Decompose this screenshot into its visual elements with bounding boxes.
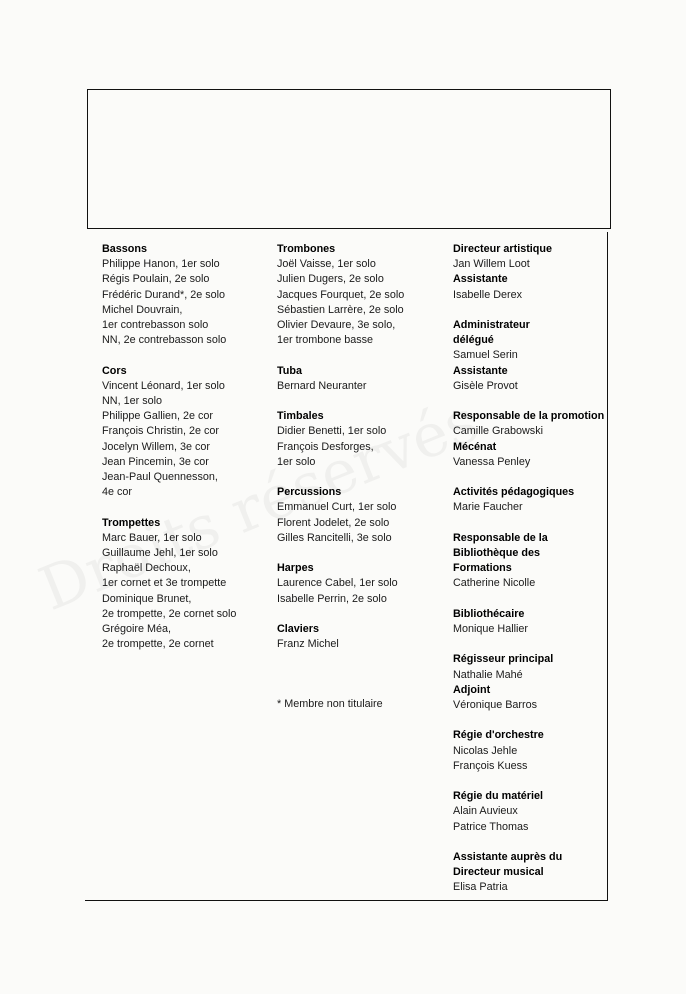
section-heading: Activités pédagogiques — [453, 486, 575, 499]
empty-header-box — [87, 89, 611, 229]
staff-name: Philippe Gallien, 2e cor — [102, 410, 214, 423]
section-heading: Régie d'orchestre — [453, 729, 544, 742]
staff-name: NN, 2e contrebasson solo — [102, 334, 227, 347]
section-heading: Responsable de la promotion — [453, 410, 605, 423]
staff-name: Alain Auvieux — [453, 805, 518, 818]
staff-name: Sébastien Larrère, 2e solo — [277, 303, 404, 316]
sub-heading: Mécénat — [453, 440, 497, 453]
staff-section — [277, 242, 449, 348]
staff-name: Frédéric Durand*, 2e solo — [102, 288, 226, 301]
staff-name: Jean Pincemin, 3e cor — [102, 455, 209, 468]
section-heading: Régie du matériel — [453, 790, 544, 803]
staff-section — [277, 364, 449, 394]
staff-name: Florent Jodelet, 2e solo — [277, 516, 390, 529]
staff-name: Raphaël Dechoux, — [102, 562, 191, 575]
staff-name: Jan Willem Loot — [453, 258, 530, 271]
staff-name: Samuel Serin — [453, 349, 518, 362]
staff-name: 1er contrebasson solo — [102, 319, 209, 332]
section-heading: Cors — [102, 364, 127, 377]
staff-name: Vanessa Penley — [453, 455, 531, 468]
staff-name: Olivier Devaure, 3e solo, — [277, 319, 396, 332]
staff-name: Elisa Patria — [453, 881, 508, 894]
sub-heading: Adjoint — [453, 683, 491, 696]
staff-name: Vincent Léonard, 1er solo — [102, 379, 225, 392]
section-heading: Responsable de la — [453, 531, 548, 544]
section-heading: Administrateur — [453, 319, 530, 331]
staff-section — [102, 516, 272, 653]
section-heading: Directeur artistique — [453, 243, 553, 255]
staff-name: Jean-Paul Quennesson, — [102, 471, 218, 484]
staff-section — [453, 531, 609, 592]
staff-name: NN, 1er solo — [102, 395, 163, 408]
staff-name: François Desforges, — [277, 440, 374, 453]
staff-name: Nicolas Jehle — [453, 744, 518, 757]
staff-name: Didier Benetti, 1er solo — [277, 425, 387, 438]
staff-name: 2e trompette, 2e cornet solo — [102, 607, 237, 620]
staff-name: Catherine Nicolle — [453, 577, 536, 590]
section-heading: Timbales — [277, 410, 324, 423]
staff-name: Marc Bauer, 1er solo — [102, 531, 202, 544]
staff-name: Philippe Hanon, 1er solo — [102, 258, 220, 271]
staff-name: Michel Douvrain, — [102, 303, 183, 316]
staff-name: Emmanuel Curt, 1er solo — [277, 501, 397, 514]
staff-name: Isabelle Perrin, 2e solo — [277, 592, 387, 605]
staff-section — [102, 364, 272, 501]
staff-name: Jacques Fourquet, 2e solo — [277, 288, 405, 301]
staff-section — [453, 789, 609, 835]
section-heading: Harpes — [277, 562, 314, 575]
staff-section — [453, 728, 609, 774]
section-heading: Trombones — [277, 243, 336, 255]
staff-name: François Christin, 2e cor — [102, 425, 220, 438]
staff-name: Régis Poulain, 2e solo — [102, 273, 210, 286]
staff-section — [277, 485, 449, 546]
staff-section — [453, 652, 609, 713]
section-heading: Bibliothèque des — [453, 547, 540, 559]
staff-name: Marie Faucher — [453, 501, 523, 514]
staff-name: Joël Vaisse, 1er solo — [277, 258, 376, 271]
section-heading: Régisseur principal — [453, 653, 554, 666]
staff-name: 1er trombone basse — [277, 334, 374, 347]
section-heading: Directeur musical — [453, 866, 544, 879]
staff-section — [453, 607, 609, 637]
staff-section — [102, 242, 272, 348]
staff-name: Nathalie Mahé — [453, 668, 523, 681]
sub-heading: Assistante — [453, 364, 508, 377]
staff-section — [277, 409, 449, 470]
staff-name: 2e trompette, 2e cornet — [102, 638, 214, 651]
staff-section — [453, 850, 609, 896]
staff-section — [453, 242, 609, 303]
section-heading: Formations — [453, 562, 512, 575]
section-heading: Claviers — [277, 623, 320, 635]
staff-name: Gisèle Provot — [453, 379, 518, 392]
staff-name: Camille Grabowski — [453, 425, 543, 438]
section-heading: Bibliothécaire — [453, 607, 525, 620]
staff-name: 4e cor — [102, 486, 133, 499]
section-heading: délégué — [453, 334, 494, 347]
column-3 — [453, 242, 609, 911]
staff-name: Guillaume Jehl, 1er solo — [102, 547, 218, 560]
staff-name: Laurence Cabel, 1er solo — [277, 577, 398, 590]
staff-name: Patrice Thomas — [453, 820, 529, 833]
section-heading: Tuba — [277, 364, 302, 377]
staff-name: François Kuess — [453, 759, 528, 772]
staff-name: Grégoire Méa, — [102, 623, 172, 636]
footnote: * Membre non titulaire — [277, 698, 383, 711]
staff-name: Franz Michel — [277, 638, 339, 651]
staff-section — [277, 622, 449, 652]
staff-name: Bernard Neuranter — [277, 379, 367, 392]
staff-name: Monique Hallier — [453, 623, 529, 635]
staff-name: Jocelyn Willem, 3e cor — [102, 440, 211, 453]
section-heading: Bassons — [102, 243, 148, 255]
staff-name: Isabelle Derex — [453, 288, 523, 301]
staff-name: 1er cornet et 3e trompette — [102, 577, 227, 590]
staff-name: Véronique Barros — [453, 699, 538, 711]
staff-name: 1er solo — [277, 455, 316, 468]
column-1 — [102, 242, 272, 668]
staff-name: Dominique Brunet, — [102, 592, 192, 605]
staff-section — [453, 318, 609, 394]
section-heading: Assistante auprès du — [453, 850, 563, 863]
staff-name: Gilles Rancitelli, 3e solo — [277, 531, 392, 544]
section-heading: Percussions — [277, 486, 342, 499]
section-heading: Trompettes — [102, 516, 161, 529]
staff-section — [277, 561, 449, 607]
staff-name: Julien Dugers, 2e solo — [277, 273, 384, 286]
staff-section — [453, 485, 609, 515]
column-2 — [277, 242, 449, 713]
sub-heading: Assistante — [453, 273, 508, 286]
staff-section — [453, 409, 609, 470]
